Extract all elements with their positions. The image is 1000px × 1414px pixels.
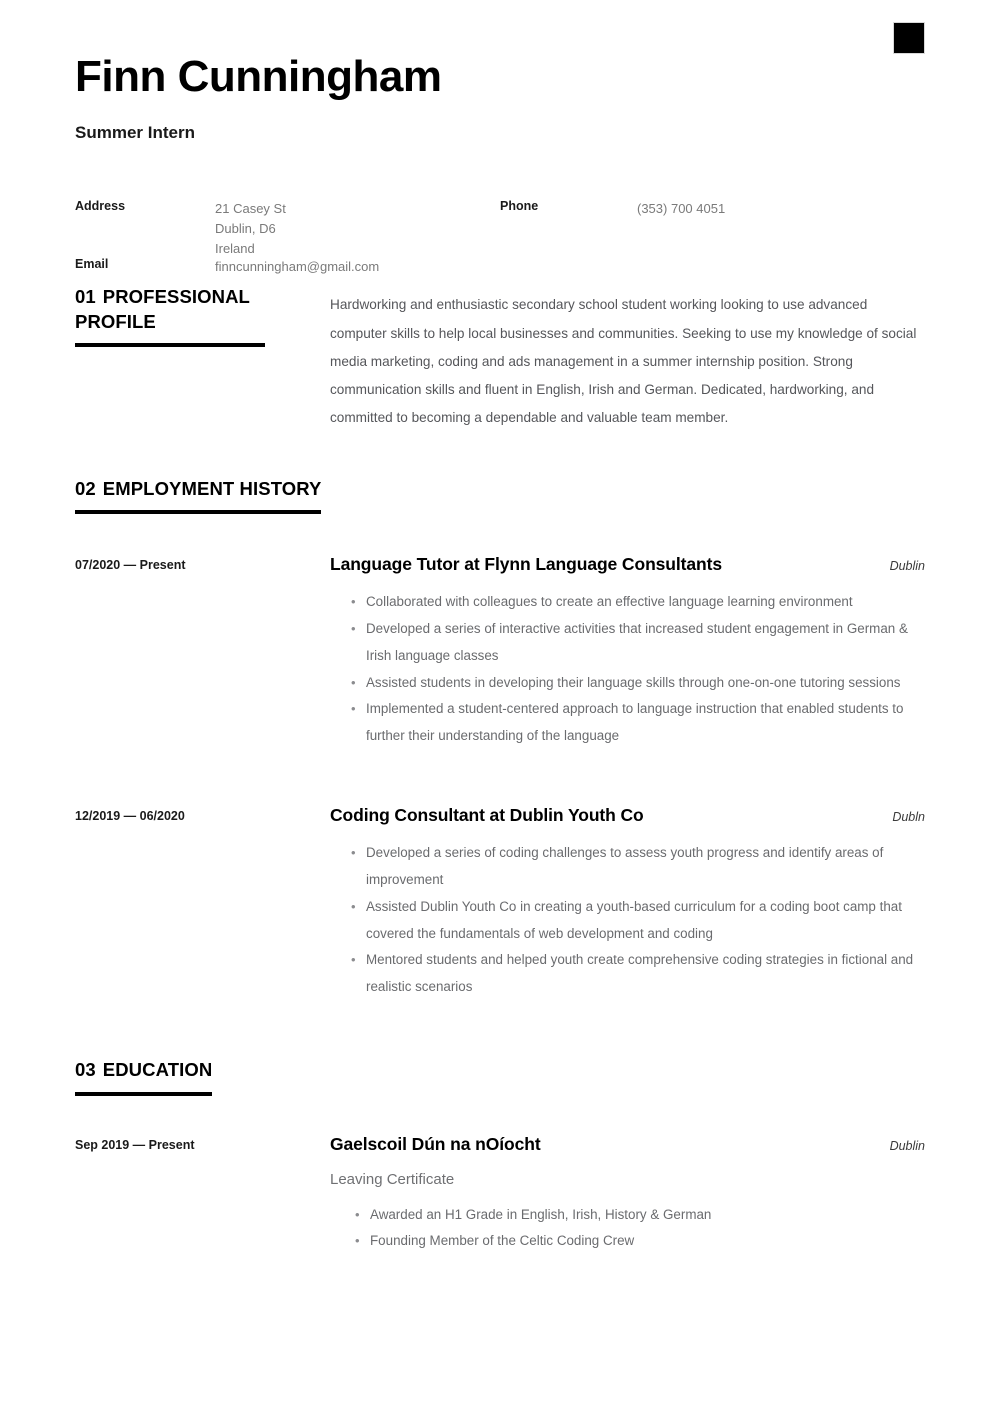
list-item: • Collaborated with colleagues to create an effective language learning environment (330, 589, 925, 616)
education-entry-bullets (330, 1202, 925, 1256)
email-label: Email (75, 257, 109, 272)
employment-entry-location: Dubln (892, 810, 925, 825)
section-professional-profile (75, 285, 925, 432)
employment-section-title: EMPLOYMENT HISTORY (102, 477, 322, 499)
profile-section-title: PROFESSIONAL PROFILE (75, 286, 250, 332)
list-item: • Assisted Dublin Youth Co in creating a youth-based curriculum for a coding boot camp that covered the fundamentals of web development and coding (330, 894, 925, 948)
education-entry-subtitle: Leaving Certificate (330, 1170, 455, 1188)
profile-heading-column (75, 285, 330, 347)
employment-entry (75, 554, 925, 750)
list-item: • Developed a series of interactive activities that increased student engagement in German & Irish language classes (330, 616, 925, 670)
employment-entry-title: Coding Consultant at Dublin Youth Co (330, 805, 644, 826)
education-section-title: EDUCATION (102, 1058, 213, 1080)
list-item: • Assisted students in developing their language skills through one-on-one tutoring sessions (330, 670, 925, 697)
list-item: • Implemented a student-centered approach to language instruction that enabled students to further their understanding of the language (330, 696, 925, 750)
section-education (75, 1058, 925, 1255)
employment-entry-location: Dublin (889, 559, 925, 574)
photo-placeholder-icon (893, 22, 925, 54)
profile-text: Hardworking and enthusiastic secondary school student working looking to use advanced computer skills to help local businesses and communities. Seeking to use my knowledge of social media marketing, coding and ads management in a summer internship position. Strong communication skills and fluent in English, Irish and German. Dedicated, hardworking, and committed to becoming a dependable and valuable team member. (330, 297, 917, 426)
address-value: 21 Casey St Dublin, D6 Ireland (215, 201, 286, 256)
email-value: finncunningham@gmail.com (215, 259, 380, 275)
resume-header (75, 0, 925, 143)
section-employment-history (75, 477, 925, 1001)
profile-section-heading (75, 285, 265, 347)
education-section-heading (75, 1058, 212, 1096)
education-entry-dates: Sep 2019 — Present (75, 1137, 195, 1152)
list-item: • Founding Member of the Celtic Coding Crew (330, 1228, 925, 1255)
candidate-job-title: Summer Intern (75, 123, 195, 143)
employment-section-heading (75, 477, 321, 515)
education-section-number: 03 (75, 1058, 96, 1080)
employment-entry (75, 805, 925, 1001)
education-entry-location: Dublin (889, 1138, 925, 1153)
education-entry-title: Gaelscoil Dún na nOíocht (330, 1133, 541, 1154)
employment-entry-bullets (330, 589, 925, 750)
candidate-name: Finn Cunningham (75, 52, 442, 101)
phone-label: Phone (500, 199, 539, 214)
employment-entry-dates: 07/2020 — Present (75, 558, 186, 573)
profile-section-number: 01 (75, 286, 96, 308)
list-item: • Awarded an H1 Grade in English, Irish, History & German (330, 1202, 925, 1229)
employment-entry-dates: 12/2019 — 06/2020 (75, 809, 185, 824)
list-item: • Developed a series of coding challenges to assess youth progress and identify areas of improvement (330, 840, 925, 894)
address-label: Address (75, 199, 126, 214)
phone-value: (353) 700 4051 (637, 201, 726, 217)
employment-entry-bullets (330, 840, 925, 1001)
list-item: • Mentored students and helped youth create comprehensive coding strategies in fictional and realistic scenarios (330, 947, 925, 1001)
contact-details (75, 199, 925, 285)
employment-section-number: 02 (75, 477, 96, 499)
employment-entry-title: Language Tutor at Flynn Language Consultants (330, 554, 722, 575)
education-entry (75, 1134, 925, 1256)
